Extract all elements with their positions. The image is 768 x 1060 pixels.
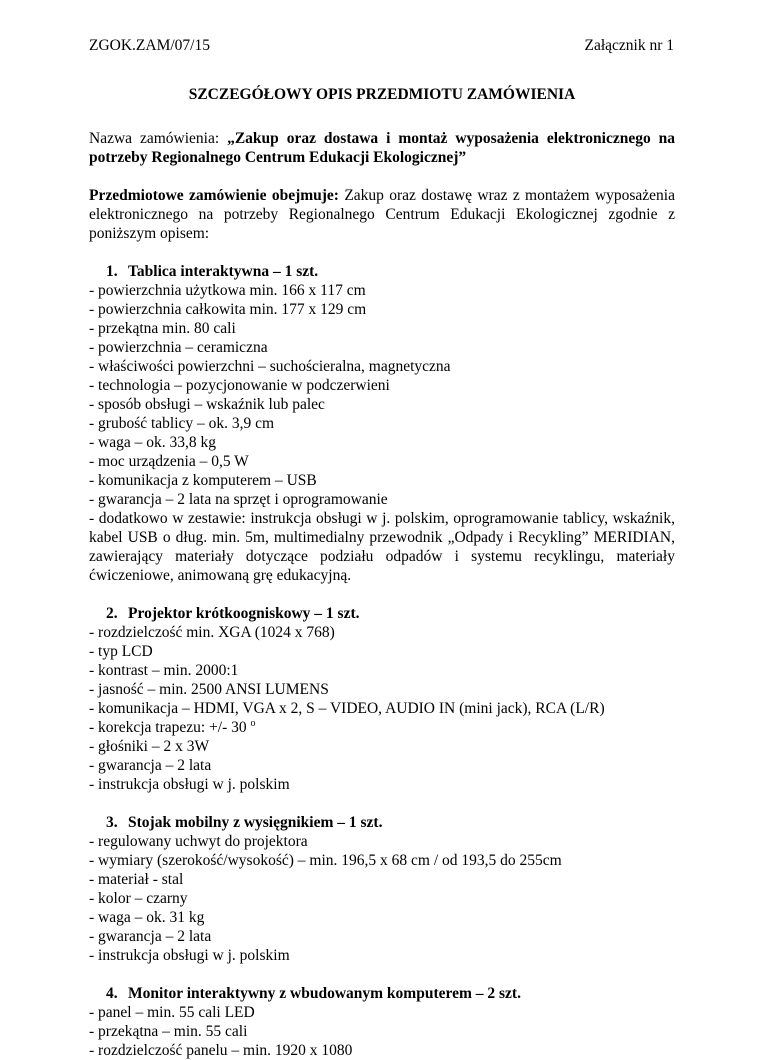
spec-item: - grubość tablicy – ok. 3,9 cm <box>89 415 275 432</box>
spec-item: - kolor – czarny <box>89 890 188 907</box>
spec-item: - powierzchnia użytkowa min. 166 x 117 cm <box>89 282 366 299</box>
scope-label: Przedmiotowe zamówienie obejmuje: <box>89 187 339 204</box>
spec-item-keystone <box>89 718 675 737</box>
document-title: SZCZEGÓŁOWY OPIS PRZEDMIOTU ZAMÓWIENIA <box>188 86 576 103</box>
section-heading: Projektor krótkoogniskowy – 1 szt. <box>128 605 360 622</box>
spec-item-text: - korekcja trapezu: +/- 30 <box>89 719 251 736</box>
spec-item: - moc urządzenia – 0,5 W <box>89 453 249 470</box>
page-header <box>89 36 675 55</box>
section-number: 2. <box>106 605 118 622</box>
spec-item: - powierzchnia – ceramiczna <box>89 339 268 356</box>
order-name-paragraph <box>89 129 675 167</box>
spec-item: - regulowany uchwyt do projektora <box>89 833 308 850</box>
spec-item: - komunikacja – HDMI, VGA x 2, S – VIDEO, AUDIO IN (mini jack), RCA (L/R) <box>89 700 605 717</box>
spec-item: - wymiary (szerokość/wysokość) – min. 196,5 x 68 cm / od 193,5 do 255cm <box>89 852 562 869</box>
section-heading: Stojak mobilny z wysięgnikiem – 1 szt. <box>128 814 383 831</box>
section-title <box>89 813 675 832</box>
spec-item: - rozdzielczość min. XGA (1024 x 768) <box>89 624 335 641</box>
spec-item: - sposób obsługi – wskaźnik lub palec <box>89 396 325 413</box>
section-title <box>89 262 675 281</box>
section-interactive-monitor <box>89 984 675 1060</box>
spec-item: - dodatkowo w zestawie: instrukcja obsługi w j. polskim, oprogramowanie tablicy, wskaźnik, kabel USB o dług. min. 5m, multimedialny przewodnik „Odpady i Recykling” MERIDIAN, zawierający materiały dotyczące podziału odpadów i systemu recyklingu, materiały ćwiczeniowe, animowaną grę edukacyjną. <box>89 510 675 584</box>
section-interactive-board <box>89 262 675 585</box>
scope-paragraph <box>89 186 675 243</box>
spec-item: - waga – ok. 31 kg <box>89 909 205 926</box>
section-title <box>89 604 675 623</box>
document-reference: ZGOK.ZAM/07/15 <box>89 37 210 54</box>
order-name-label: Nazwa zamówienia: <box>89 130 228 147</box>
spec-item: - instrukcja obsługi w j. polskim <box>89 776 290 793</box>
spec-item: - rozdzielczość panelu – min. 1920 x 1080 <box>89 1042 353 1059</box>
spec-item: - powierzchnia całkowita min. 177 x 129 cm <box>89 301 367 318</box>
spec-item: - właściwości powierzchni – suchościeralna, magnetyczna <box>89 358 451 375</box>
spec-item: - technologia – pozycjonowanie w podczerwieni <box>89 377 390 394</box>
spec-item: - materiał - stal <box>89 871 184 888</box>
section-heading: Tablica interaktywna – 1 szt. <box>128 263 319 280</box>
section-number: 3. <box>106 814 118 831</box>
spec-item: - gwarancja – 2 lata na sprzęt i oprogramowanie <box>89 491 388 508</box>
degree-mark: o <box>250 718 256 729</box>
section-heading: Monitor interaktywny z wbudowanym komputerem – 2 szt. <box>128 985 521 1002</box>
scope-text: Zakup oraz dostawę wraz z montażem wyposażenia elektronicznego na potrzeby Regionalnego Centrum Edukacji Ekologicznej zgodnie z poniższym opisem: <box>89 187 675 242</box>
spec-item: - głośniki – 2 x 3W <box>89 738 210 755</box>
section-projector <box>89 604 675 794</box>
section-mobile-stand <box>89 813 675 965</box>
spec-item: - jasność – min. 2500 ANSI LUMENS <box>89 681 329 698</box>
section-number: 1. <box>106 263 118 280</box>
document-page <box>89 36 675 1060</box>
spec-item: - instrukcja obsługi w j. polskim <box>89 947 290 964</box>
spec-item: - panel – min. 55 cali LED <box>89 1004 255 1021</box>
spec-item: - gwarancja – 2 lata <box>89 757 212 774</box>
spec-item: - waga – ok. 33,8 kg <box>89 434 216 451</box>
spec-item: - przekątna – min. 55 cali <box>89 1023 248 1040</box>
spec-item: - typ LCD <box>89 643 153 660</box>
spec-item: - komunikacja z komputerem – USB <box>89 472 317 489</box>
attachment-label: Załącznik nr 1 <box>584 37 674 54</box>
spec-item: - przekątna min. 80 cali <box>89 320 236 337</box>
spec-item: - kontrast – min. 2000:1 <box>89 662 239 679</box>
spec-item: - gwarancja – 2 lata <box>89 928 212 945</box>
order-name-value: „Zakup oraz dostawa i montaż wyposażenia elektronicznego na potrzeby Regionalnego Centrum Edukacji Ekologicznej” <box>89 130 676 166</box>
section-number: 4. <box>106 985 118 1002</box>
